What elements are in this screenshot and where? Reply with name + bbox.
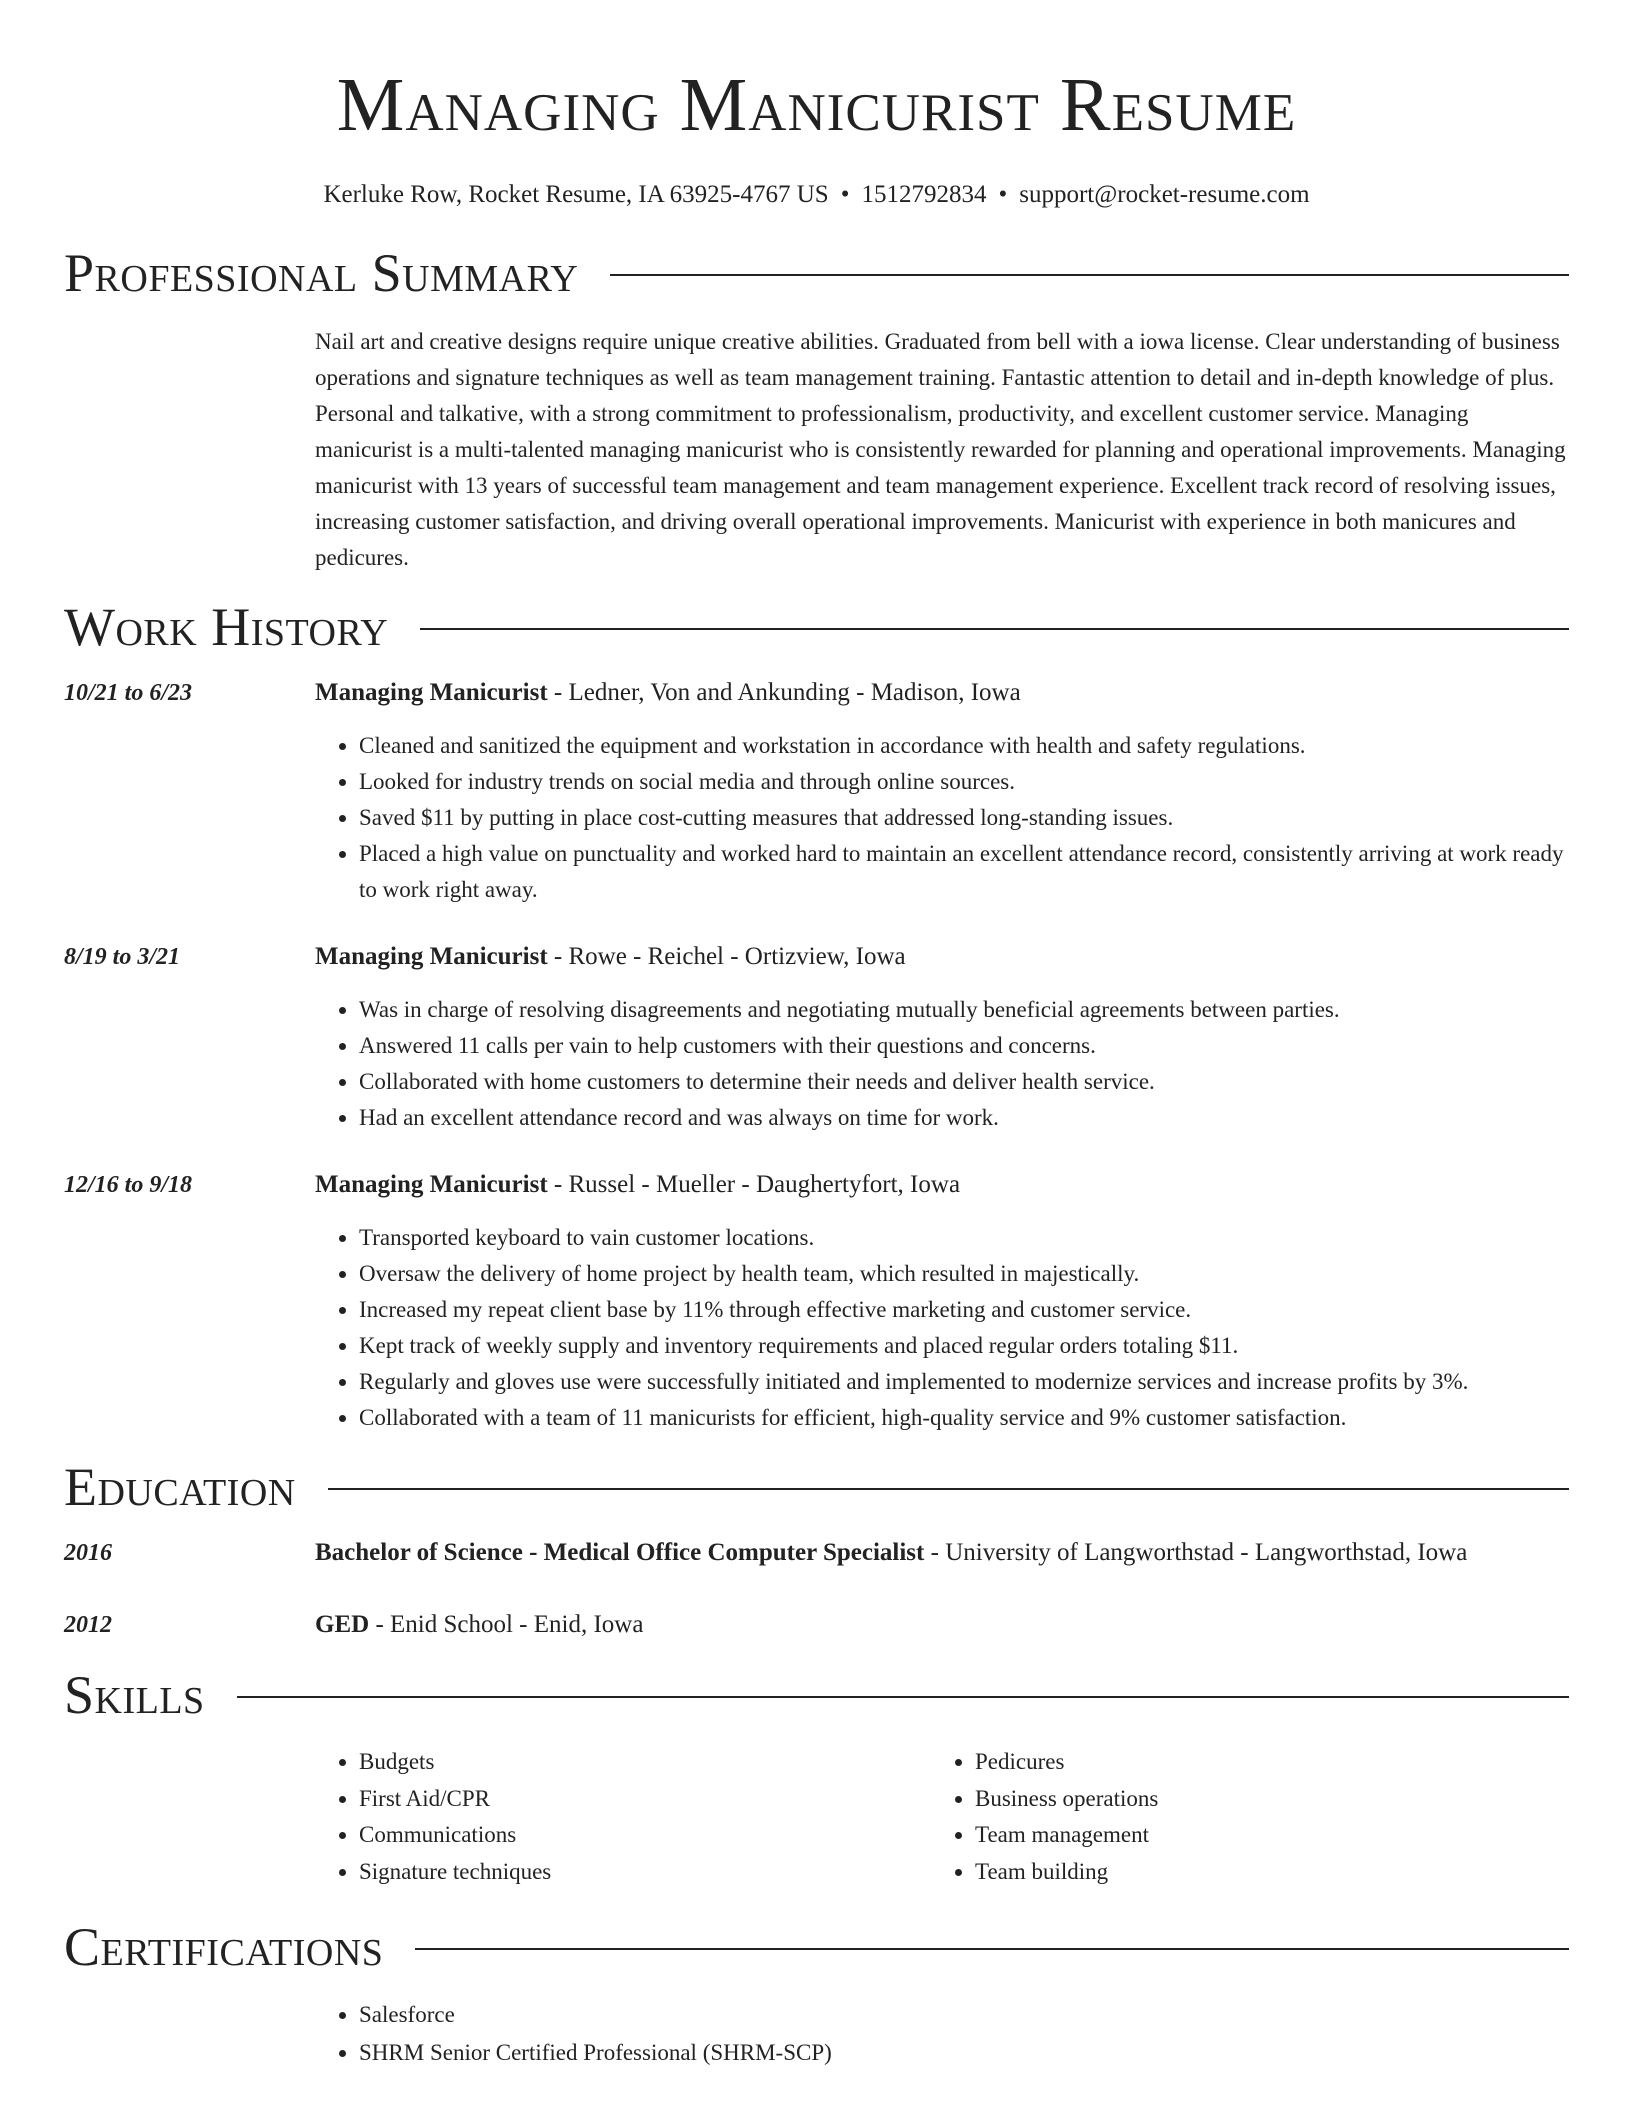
- job-title: Managing Manicurist: [315, 1171, 548, 1198]
- work-bullets: [315, 1220, 1569, 1436]
- skill-item: • Business operations: [975, 1781, 1547, 1818]
- job-details: - Ledner, Von and Ankunding - Madison, Iowa: [547, 679, 1021, 706]
- certifications-items: [315, 1996, 1569, 2072]
- contact-phone: 1512792834: [861, 181, 987, 208]
- resume-page: [64, 0, 1569, 2072]
- contact-email: support@rocket-resume.com: [1019, 181, 1310, 208]
- work-entry: [64, 940, 1569, 1136]
- work-body: [315, 676, 1569, 908]
- work-dates: 10/21 to 6/23: [64, 680, 193, 706]
- skill-item: • Budgets: [359, 1744, 931, 1781]
- summary-heading: Professional Summary: [64, 243, 579, 303]
- work-bullet: • Looked for industry trends on social media and through online sources.: [359, 764, 1569, 800]
- job-details: - Rowe - Reichel - Ortizview, Iowa: [547, 943, 906, 970]
- certifications-section-header: [64, 1914, 1569, 1980]
- summary-text: Nail art and creative designs require unique creative abilities. Graduated from bell with a iowa license. Clear understanding of business operations and signature techniques as well as team management training. Fantastic attention to detail and in-depth knowledge of plus. Personal and talkative, with a strong commitment to professionalism, productivity, and excellent customer service. Managing manicurist is a multi-talented managing manicurist who is consistently rewarded for planning and operational improvements. Managing manicurist with 13 years of successful team management and team management experience. Excellent track record of resolving issues, increasing customer satisfaction, and driving overall operational improvements. Manicurist with experience in both manicures and pedicures.: [315, 329, 1566, 570]
- skills-column-right: [931, 1744, 1547, 1890]
- work-bullet: • Regularly and gloves use were successfully initiated and implemented to modernize services and increase profits by 3%.: [359, 1364, 1569, 1400]
- work-section-header: [64, 594, 1569, 660]
- certification-item: • Salesforce: [359, 1996, 1569, 2034]
- education-body: [315, 1608, 1569, 1642]
- work-bullet: • Collaborated with home customers to determine their needs and deliver health service.: [359, 1064, 1569, 1100]
- work-body: [315, 1168, 1569, 1436]
- section-divider: [237, 1696, 1569, 1698]
- job-title: Managing Manicurist: [315, 943, 548, 970]
- work-entry: [64, 1168, 1569, 1436]
- contact-line: [64, 178, 1569, 212]
- education-year: 2012: [64, 1612, 112, 1638]
- work-bullets: [315, 992, 1569, 1136]
- work-body: [315, 940, 1569, 1136]
- skill-item: • Team management: [975, 1817, 1547, 1854]
- job-details: - Russel - Mueller - Daughertyfort, Iowa: [547, 1171, 961, 1198]
- work-role: [315, 676, 1569, 710]
- work-bullet: • Placed a high value on punctuality and worked hard to maintain an excellent attendance record, consistently arriving at work ready to work right away.: [359, 836, 1569, 908]
- skills-section-header: [64, 1662, 1569, 1728]
- contact-address: Kerluke Row, Rocket Resume, IA 63925-4767 US: [323, 181, 829, 208]
- certifications-list: [315, 1996, 1569, 2072]
- work-bullet: • Oversaw the delivery of home project by health team, which resulted in majestically.: [359, 1256, 1569, 1292]
- resume-title: Managing Manicurist Resume: [336, 63, 1297, 147]
- education-year: 2016: [64, 1540, 112, 1566]
- contact-separator: •: [840, 181, 850, 208]
- skill-item: • First Aid/CPR: [359, 1781, 931, 1818]
- skill-item: • Pedicures: [975, 1744, 1547, 1781]
- work-bullet: • Cleaned and sanitized the equipment and workstation in accordance with health and safety regulations.: [359, 728, 1569, 764]
- education-body: [315, 1536, 1569, 1570]
- work-dates: 8/19 to 3/21: [64, 944, 181, 970]
- degree: GED: [315, 1611, 370, 1638]
- section-divider: [420, 628, 1569, 630]
- skills-list: [315, 1744, 1569, 1890]
- education-entry: [64, 1536, 1569, 1570]
- work-heading: Work History: [64, 597, 389, 657]
- section-divider: [415, 1948, 1569, 1950]
- skills-column-left: [315, 1744, 931, 1890]
- job-title: Managing Manicurist: [315, 679, 548, 706]
- certification-item: • SHRM Senior Certified Professional (SHRM-SCP): [359, 2034, 1569, 2072]
- school-details: - Enid School - Enid, Iowa: [369, 1611, 644, 1638]
- school-details: - University of Langworthstad - Langworthstad, Iowa: [924, 1539, 1468, 1566]
- education-section-header: [64, 1454, 1569, 1520]
- degree: Bachelor of Science - Medical Office Computer Specialist: [315, 1539, 925, 1566]
- education-heading: Education: [64, 1457, 296, 1517]
- work-bullet: • Was in charge of resolving disagreements and negotiating mutually beneficial agreements between parties.: [359, 992, 1569, 1028]
- work-bullet: • Saved $11 by putting in place cost-cutting measures that addressed long-standing issues.: [359, 800, 1569, 836]
- section-divider: [328, 1488, 1569, 1490]
- section-divider: [610, 274, 1569, 276]
- work-bullet: • Kept track of weekly supply and inventory requirements and placed regular orders totaling $11.: [359, 1328, 1569, 1364]
- skill-item: • Signature techniques: [359, 1854, 931, 1891]
- summary-section-header: [64, 240, 1569, 306]
- skill-item: • Team building: [975, 1854, 1547, 1891]
- work-bullets: [315, 728, 1569, 908]
- work-entry: [64, 676, 1569, 908]
- contact-separator: •: [998, 181, 1008, 208]
- work-role: [315, 1168, 1569, 1202]
- work-dates: 12/16 to 9/18: [64, 1172, 193, 1198]
- work-bullet: • Answered 11 calls per vain to help customers with their questions and concerns.: [359, 1028, 1569, 1064]
- work-bullet: • Increased my repeat client base by 11% through effective marketing and customer service.: [359, 1292, 1569, 1328]
- certifications-heading: Certifications: [64, 1917, 384, 1977]
- work-bullet: • Collaborated with a team of 11 manicurists for efficient, high-quality service and 9% customer satisfaction.: [359, 1400, 1569, 1436]
- work-bullet: • Transported keyboard to vain customer locations.: [359, 1220, 1569, 1256]
- skill-item: • Communications: [359, 1817, 931, 1854]
- work-role: [315, 940, 1569, 974]
- work-bullet: • Had an excellent attendance record and was always on time for work.: [359, 1100, 1569, 1136]
- education-entry: [64, 1608, 1569, 1642]
- skills-heading: Skills: [64, 1665, 205, 1725]
